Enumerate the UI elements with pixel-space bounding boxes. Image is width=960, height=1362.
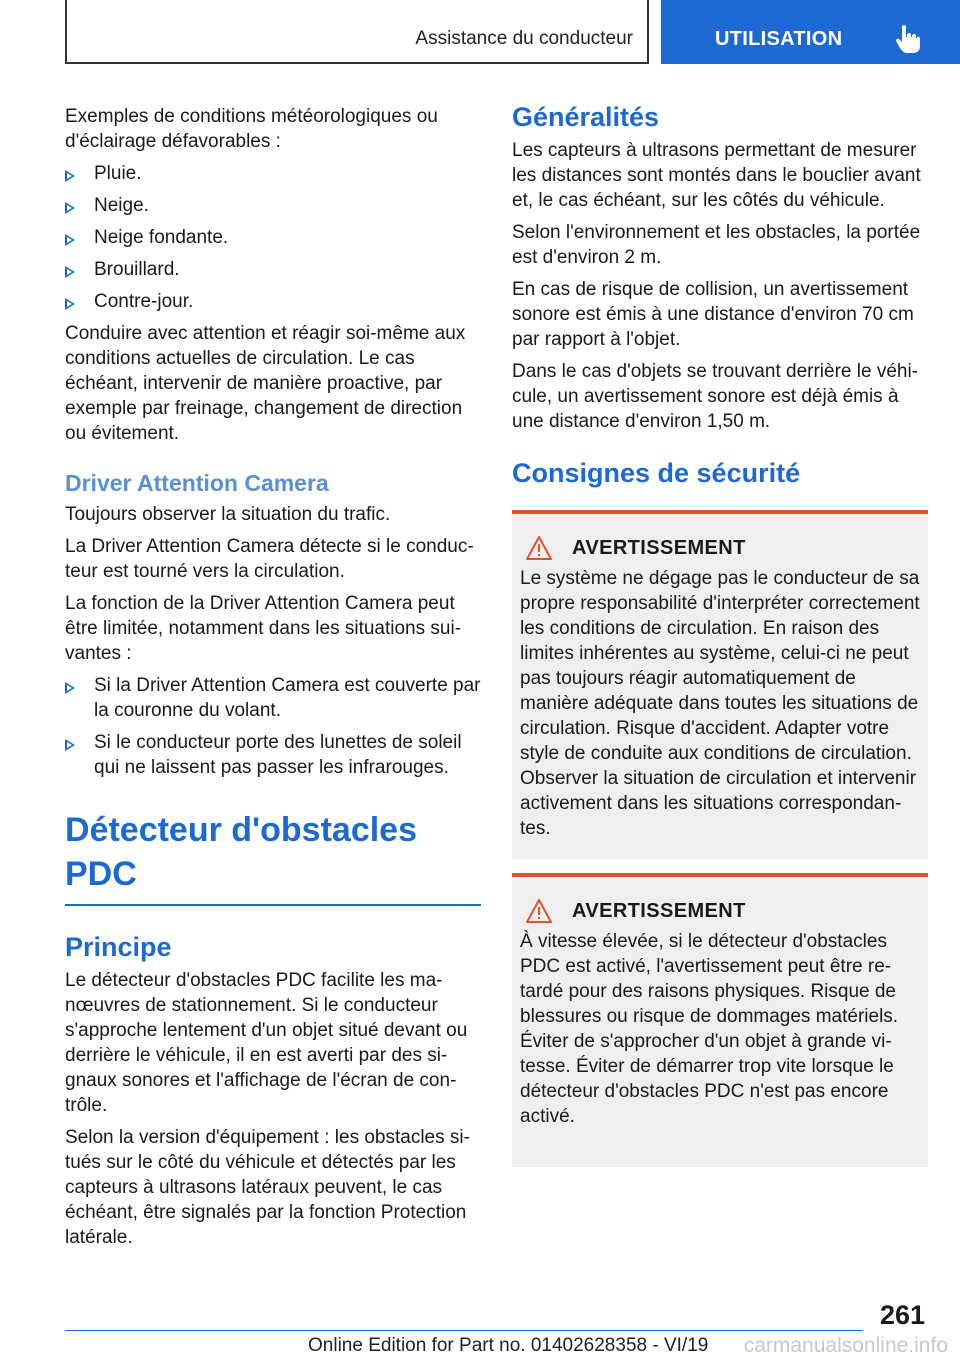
drive-paragraph: Conduire avec attention et réagir soi-même aux conditions actuelles de circulation. Le cas échéant, intervenir de manière proactive, par exemple par freinage, changement de direction ou évitement. bbox=[65, 323, 466, 444]
warning-box bbox=[512, 873, 928, 1167]
weather-list bbox=[65, 161, 481, 314]
page-number: 261 bbox=[879, 1300, 925, 1330]
header-chapter-tab[interactable] bbox=[661, 0, 960, 64]
right-column bbox=[512, 100, 928, 1167]
header-chapter-title: UTILISATION bbox=[715, 28, 843, 50]
triangle-bullet-icon bbox=[65, 266, 75, 278]
principe-paragraph-1: Le détecteur d'obstacles PDC facilite les manœuvres de stationnement. Si le conducteur s'approche lentement d'un objet situé devant ou derrière le véhicule, il en est averti par des signaux sonores et l'affichage de l'écran de contrôle. bbox=[65, 970, 468, 1116]
list-item: Neige. bbox=[65, 193, 481, 218]
warning-text: À vitesse élevée, si le détecteur d'obstacles PDC est activé, l'avertissement peut être retardé pour des raisons physiques. Risque de blessures ou risque de dommages matériels. Éviter de s'approcher d'un objet à grande vitesse. Éviter de démarrer trop vite lorsque le détecteur d'obstacles PDC n'est pas encore activé. bbox=[520, 931, 899, 1127]
generalites-paragraph-2: Selon l'environnement et les obstacles, la portée est d'environ 2 m. bbox=[512, 222, 921, 268]
warning-header bbox=[520, 899, 920, 923]
dac-list bbox=[65, 673, 481, 780]
triangle-bullet-icon bbox=[65, 298, 75, 310]
principe-paragraph-2: Selon la version d'équipement : les obstacles situés sur le côté du véhicule et détectés par les capteurs à ultrasons latéraux peuvent, le cas échéant, être signalés par la fonction Protection latérale. bbox=[65, 1127, 470, 1248]
generalites-paragraph-3: En cas de risque de collision, un avertissement sonore est émis à une distance d'environ 70 cm par rapport à l'objet. bbox=[512, 279, 914, 350]
triangle-bullet-icon bbox=[65, 202, 75, 214]
warning-triangle-icon bbox=[526, 536, 552, 560]
triangle-bullet-icon bbox=[65, 234, 75, 246]
warning-triangle-icon bbox=[526, 899, 552, 923]
generalites-paragraph-1: Les capteurs à ultrasons permettant de mesurer les distances sont montés dans le bouclier avant et, le cas échéant, sur les côtés du véhicule. bbox=[512, 140, 921, 211]
list-item: Si le conducteur porte des lunettes de soleil qui ne laissent pas passer les infrarouges. bbox=[65, 730, 481, 780]
triangle-bullet-icon bbox=[65, 170, 75, 182]
triangle-bullet-icon bbox=[65, 739, 75, 751]
left-column bbox=[65, 104, 481, 1257]
dac-paragraph-1: Toujours observer la situation du trafic. bbox=[65, 504, 391, 525]
generalites-paragraph-4: Dans le cas d'objets se trouvant derrière le véhicule, un avertissement sonore est déjà émis à une distance d'environ 1,50 m. bbox=[512, 361, 918, 432]
dac-paragraph-2: La Driver Attention Camera détecte si le conducteur est tourné vers la circulation. bbox=[65, 536, 474, 582]
footer-divider bbox=[65, 1330, 863, 1331]
pdc-heading: Détecteur d'obstacles PDC bbox=[65, 808, 481, 906]
list-item: Neige fondante. bbox=[65, 225, 481, 250]
list-item: Pluie. bbox=[65, 161, 481, 186]
safety-heading: Consignes de sécurité bbox=[512, 458, 801, 488]
dac-paragraph-3: La fonction de la Driver Attention Camera peut être limitée, notamment dans les situations suivantes : bbox=[65, 593, 462, 664]
weather-intro: Exemples de conditions météorologiques ou d'éclairage défavorables : bbox=[65, 106, 438, 152]
triangle-bullet-icon bbox=[65, 682, 75, 694]
warning-title: AVERTISSEMENT bbox=[572, 536, 746, 559]
footer-edition: Online Edition for Part no. 01402628358 - VI/19 bbox=[308, 1335, 709, 1356]
header-section-title: Assistance du conducteur bbox=[415, 28, 633, 49]
list-item: Contre-jour. bbox=[65, 289, 481, 314]
warning-text: Le système ne dégage pas le conducteur de sa propre responsabilité d'interpréter correctement les conditions de circulation. En raison des limites inhérentes au système, celui-ci ne peut pas toujours réagir automatiquement de manière adéquate dans toutes les situations de circulation. Risque d'accident. Adapter votre style de conduite aux conditions de circulation. Observer la situation de circulation et intervenir activement dans les situations correspondantes. bbox=[520, 568, 920, 839]
hand-pointer-icon bbox=[895, 24, 921, 54]
generalites-heading: Généralités bbox=[512, 102, 660, 132]
dac-heading: Driver Attention Camera bbox=[65, 470, 329, 496]
warning-title: AVERTISSEMENT bbox=[572, 899, 746, 922]
header-section-box bbox=[65, 0, 649, 64]
footer-watermark: carmanualsonline.info bbox=[743, 1334, 948, 1357]
warning-header bbox=[520, 536, 920, 560]
warning-box bbox=[512, 510, 928, 859]
principe-heading: Principe bbox=[65, 932, 172, 962]
list-item: Brouillard. bbox=[65, 257, 481, 282]
list-item: Si la Driver Attention Camera est couverte par la couronne du volant. bbox=[65, 673, 481, 723]
